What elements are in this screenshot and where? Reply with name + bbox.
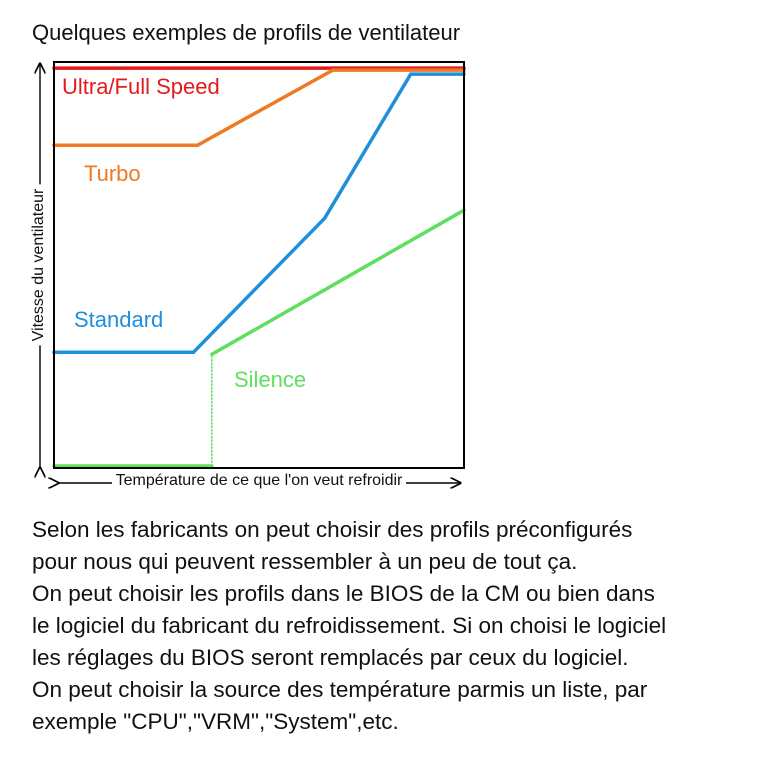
paragraph-line: On peut choisir les profils dans le BIOS de la CM ou bien dans <box>32 581 655 606</box>
series-labels <box>62 74 306 392</box>
series-label-silence: Silence <box>234 367 307 392</box>
chart-title: Quelques exemples de profils de ventilateur <box>32 20 461 45</box>
paragraph-line: pour nous qui peuvent ressembler à un peu de tout ça. <box>32 549 578 574</box>
series-line-silence <box>212 210 464 354</box>
x-axis-label: Température de ce que l'on veut refroidir <box>112 472 407 489</box>
paragraph-line: Selon les fabricants on peut choisir des profils préconfigurés <box>32 517 633 542</box>
paragraph-line: exemple "CPU","VRM","System",etc. <box>32 709 399 734</box>
y-axis-label-wrap <box>28 60 50 470</box>
paragraph-line: le logiciel du fabricant du refroidissement. Si on choisi le logiciel <box>32 613 667 638</box>
y-axis-label: Vitesse du ventilateur <box>30 185 48 346</box>
x-axis-label-wrap <box>54 472 464 490</box>
paragraph-line: les réglages du BIOS seront remplacés par ceux du logiciel. <box>32 645 629 670</box>
description-paragraph <box>32 514 762 738</box>
series-label-turbo: Turbo <box>84 161 141 186</box>
paragraph-line: On peut choisir la source des température parmis un liste, par <box>32 677 648 702</box>
plot-frame <box>54 62 464 468</box>
series-label-standard: Standard <box>74 307 164 332</box>
series-layer <box>54 68 464 466</box>
series-line-standard <box>325 74 411 218</box>
series-label-ultra-full-speed: Ultra/Full Speed <box>62 74 220 99</box>
series-line-standard <box>193 218 324 352</box>
